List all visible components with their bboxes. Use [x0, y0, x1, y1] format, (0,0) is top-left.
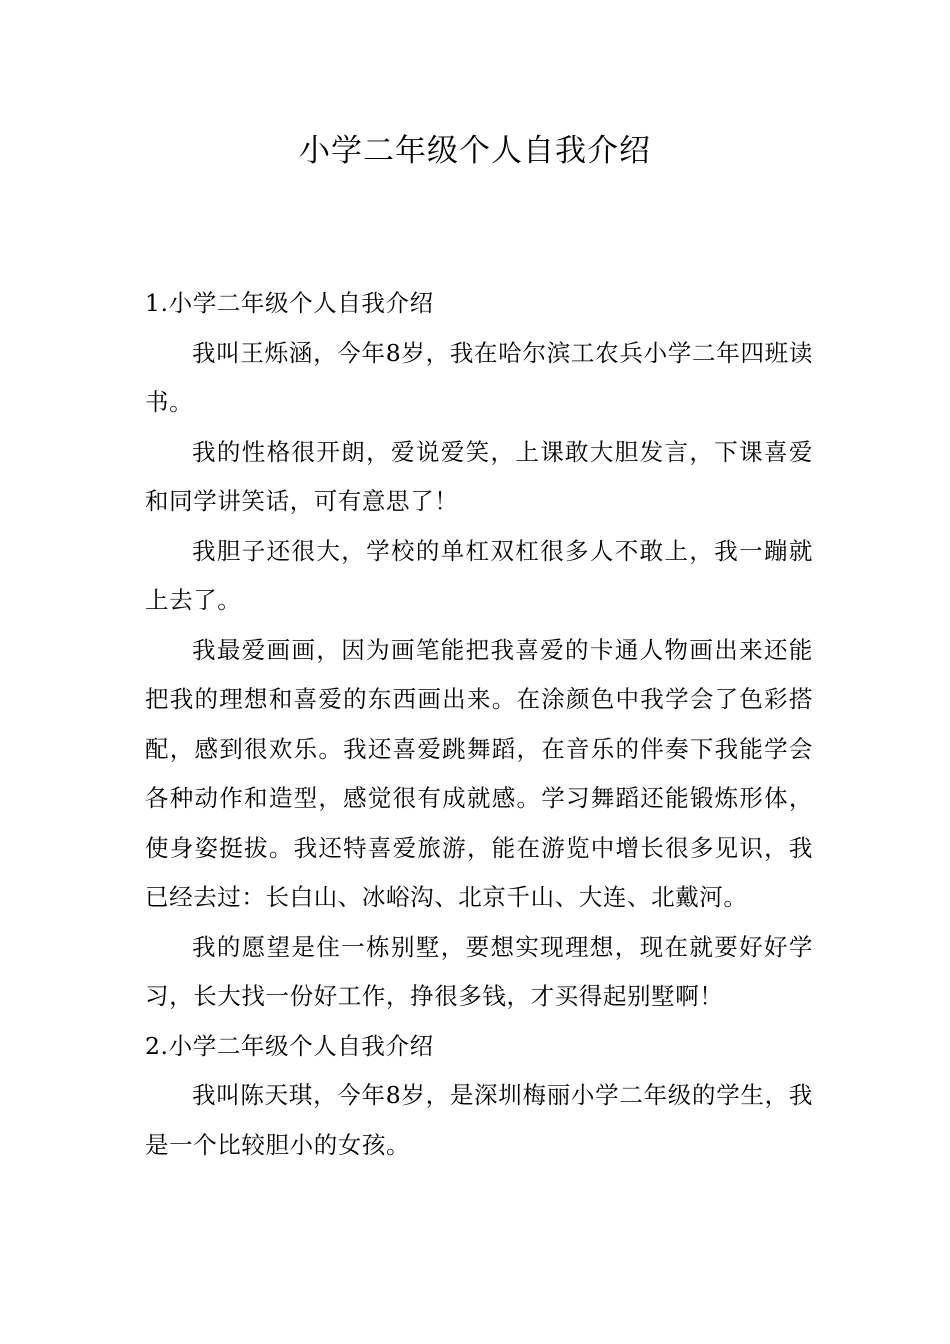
section-heading: 2.小学二年级个人自我介绍	[145, 1031, 434, 1060]
paragraph: 我胆子还很大，学校的单杠双杠很多人不敢上，我一蹦就上去了。	[145, 536, 813, 614]
paragraph: 我最爱画画，因为画笔能把我喜爱的卡通人物画出来还能把我的理想和喜爱的东西画出来。在涂颜色中我学会了色彩搭配，感到很欢乐。我还喜爱跳舞蹈，在音乐的伴奏下我能学会各种动作和造型，感觉很有成就感。学习舞蹈还能锻炼形体，使身姿挺拔。我还特喜爱旅游，能在游览中增长很多见识，我已经去过：长白山、冰峪沟、北京千山、大连、北戴河。	[145, 635, 813, 911]
paragraph: 我的愿望是住一栋别墅，要想实现理想，现在就要好好学习，长大找一份好工作，挣很多钱，才买得起别墅啊！	[145, 932, 813, 1010]
section-heading: 1.小学二年级个人自我介绍	[145, 289, 434, 317]
paragraph: 我叫陈天琪，今年8岁，是深圳梅丽小学二年级的学生，我是一个比较胆小的女孩。	[145, 1081, 813, 1159]
page-title: 小学二年级个人自我介绍	[299, 133, 651, 169]
paragraph: 我的性格很开朗，爱说爱笑，上课敢大胆发言，下课喜爱和同学讲笑话，可有意思了！	[145, 437, 813, 515]
document-body	[145, 279, 813, 1170]
paragraph: 我叫王烁涵，今年8岁，我在哈尔滨工农兵小学二年四班读书。	[145, 338, 813, 416]
